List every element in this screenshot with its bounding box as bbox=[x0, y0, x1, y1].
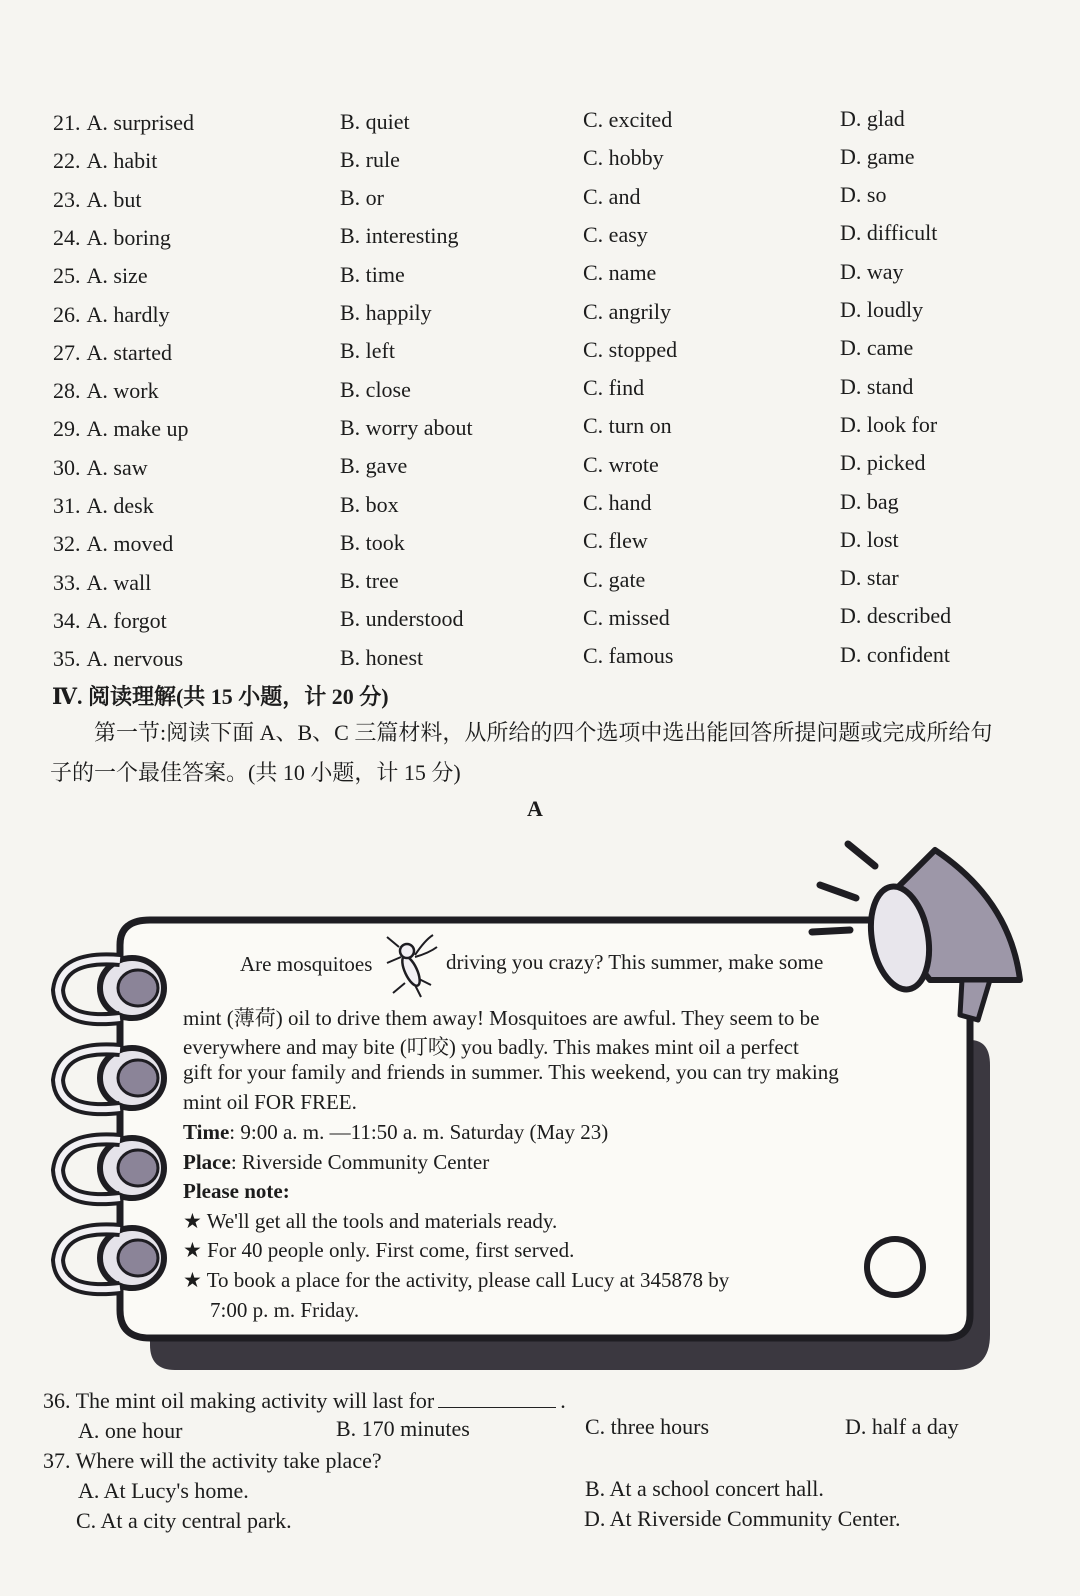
question-number: 26. bbox=[53, 301, 81, 327]
option-c[interactable]: C. and bbox=[583, 183, 641, 209]
passage-label: A bbox=[527, 796, 543, 821]
question-number: 32. bbox=[53, 531, 81, 557]
notice-line1-part2: driving you crazy? This summer, make some bbox=[446, 950, 824, 974]
option-d[interactable]: D. confident bbox=[840, 641, 950, 667]
question-number: 25. bbox=[53, 263, 81, 289]
q37-option-c[interactable]: C. At a city central park. bbox=[76, 1508, 292, 1533]
question-number: 23. bbox=[53, 186, 81, 212]
option-b[interactable]: B. took bbox=[340, 529, 405, 555]
option-a[interactable]: A. saw bbox=[86, 454, 148, 480]
option-b[interactable]: B. rule bbox=[340, 146, 400, 172]
notice-line4: gift for your family and friends in summer. This weekend, you can try making bbox=[183, 1060, 839, 1084]
option-c[interactable]: C. gate bbox=[583, 566, 646, 592]
option-d[interactable]: D. difficult bbox=[840, 220, 938, 246]
q36-option-a[interactable]: A. one hour bbox=[78, 1418, 183, 1443]
option-b[interactable]: B. close bbox=[340, 376, 411, 402]
option-d[interactable]: D. glad bbox=[840, 105, 905, 131]
note-item-3: ★ To book a place for the activity, please call Lucy at 345878 by bbox=[183, 1268, 730, 1292]
option-b[interactable]: B. left bbox=[340, 338, 395, 364]
notice-board bbox=[0, 830, 1080, 1390]
option-c[interactable]: C. stopped bbox=[583, 336, 678, 362]
note-label: Please note: bbox=[183, 1179, 290, 1203]
option-a[interactable]: A. habit bbox=[86, 148, 158, 174]
option-b[interactable]: B. box bbox=[340, 491, 399, 517]
option-a[interactable]: A. work bbox=[86, 378, 159, 404]
option-c[interactable]: C. easy bbox=[583, 221, 648, 247]
question-row bbox=[53, 225, 171, 251]
option-d[interactable]: D. picked bbox=[840, 450, 926, 476]
option-d[interactable]: D. star bbox=[840, 565, 899, 591]
q36-stem-text: 36. The mint oil making activity will last for bbox=[43, 1388, 435, 1413]
time-label: Time bbox=[183, 1120, 230, 1144]
question-row bbox=[53, 646, 183, 672]
option-d[interactable]: D. stand bbox=[840, 373, 914, 399]
section-instruction-line2: 子的一个最佳答案。(共 10 小题，计 15 分) bbox=[50, 760, 461, 785]
option-a[interactable]: A. moved bbox=[86, 531, 174, 557]
option-b[interactable]: B. worry about bbox=[340, 414, 473, 440]
option-b[interactable]: B. interesting bbox=[340, 223, 459, 249]
option-b[interactable]: B. quiet bbox=[340, 108, 410, 134]
option-c[interactable]: C. name bbox=[583, 260, 657, 286]
question-number: 31. bbox=[53, 493, 81, 518]
section-instruction-line1: 第一节:阅读下面 A、B、C 三篇材料，从所给的四个选项中选出能回答所提问题或完成所给句 bbox=[94, 720, 993, 745]
option-c[interactable]: C. turn on bbox=[583, 413, 672, 439]
question-number: 21. bbox=[53, 110, 81, 135]
notice-line3: everywhere and may bite (叮咬) you badly. This makes mint oil a perfect bbox=[183, 1035, 799, 1059]
q36-option-d[interactable]: D. half a day bbox=[845, 1414, 959, 1439]
option-d[interactable]: D. loudly bbox=[840, 297, 924, 322]
option-a[interactable]: A. surprised bbox=[86, 110, 195, 135]
option-b[interactable]: B. understood bbox=[340, 606, 464, 632]
option-d[interactable]: D. lost bbox=[840, 526, 899, 552]
option-d[interactable]: D. game bbox=[840, 143, 915, 169]
question-number: 28. bbox=[53, 378, 81, 404]
notice-time bbox=[183, 1120, 608, 1145]
option-a[interactable]: A. size bbox=[86, 263, 148, 289]
question-number: 24. bbox=[53, 224, 81, 250]
section-title: Ⅳ. 阅读理解(共 15 小题，计 20 分) bbox=[52, 684, 389, 709]
option-d[interactable]: D. bag bbox=[840, 488, 899, 514]
option-d[interactable]: D. came bbox=[840, 335, 914, 361]
option-d[interactable]: D. way bbox=[840, 258, 904, 284]
notice-line1-part1: Are mosquitoes bbox=[240, 952, 373, 976]
option-a[interactable]: A. forgot bbox=[86, 607, 167, 633]
question-row bbox=[53, 187, 142, 213]
q36-stem-end: . bbox=[560, 1388, 566, 1413]
notice-place bbox=[183, 1150, 489, 1175]
note-item-2: ★ For 40 people only. First come, first served. bbox=[183, 1238, 575, 1262]
question-row bbox=[53, 263, 148, 289]
question-row bbox=[53, 340, 172, 366]
q37-option-a[interactable]: A. At Lucy's home. bbox=[78, 1478, 249, 1503]
question-row bbox=[53, 493, 154, 519]
question-number: 22. bbox=[53, 148, 81, 174]
q36-answer-blank[interactable] bbox=[438, 1389, 556, 1408]
question-number: 27. bbox=[53, 339, 81, 365]
option-b[interactable]: B. tree bbox=[340, 568, 399, 594]
option-c[interactable]: C. angrily bbox=[583, 298, 671, 324]
q37-option-d[interactable]: D. At Riverside Community Center. bbox=[584, 1506, 901, 1531]
option-b[interactable]: B. honest bbox=[340, 644, 424, 670]
question-number: 33. bbox=[53, 569, 81, 595]
place-label: Place bbox=[183, 1150, 231, 1174]
q36-option-b[interactable]: B. 170 minutes bbox=[336, 1416, 470, 1441]
option-c[interactable]: C. excited bbox=[583, 107, 673, 132]
option-b[interactable]: B. or bbox=[340, 185, 384, 211]
option-c[interactable]: C. wrote bbox=[583, 451, 659, 477]
question-row bbox=[53, 148, 157, 174]
question-row bbox=[53, 302, 170, 328]
time-value: : 9:00 a. m. —11:50 a. m. Saturday (May 23) bbox=[229, 1120, 609, 1144]
question-number: 29. bbox=[53, 416, 81, 442]
place-value: : Riverside Community Center bbox=[230, 1150, 490, 1174]
notice-line2: mint (薄荷) oil to drive them away! Mosquitoes are awful. They seem to be bbox=[183, 1006, 820, 1030]
option-b[interactable]: B. gave bbox=[340, 453, 408, 479]
option-c[interactable]: C. flew bbox=[583, 528, 648, 554]
question-row bbox=[53, 378, 159, 404]
question-row bbox=[53, 608, 167, 634]
q36-stem bbox=[43, 1388, 566, 1414]
option-a[interactable]: A. make up bbox=[86, 416, 189, 442]
note-item-1: ★ We'll get all the tools and materials ready. bbox=[183, 1209, 558, 1233]
option-b[interactable]: B. happily bbox=[340, 300, 432, 325]
option-c[interactable]: C. find bbox=[583, 375, 645, 401]
option-c[interactable]: C. missed bbox=[583, 604, 670, 630]
option-c[interactable]: C. hand bbox=[583, 490, 652, 515]
option-c[interactable]: C. hobby bbox=[583, 145, 664, 171]
question-number: 35. bbox=[53, 646, 81, 672]
option-b[interactable]: B. time bbox=[340, 261, 405, 287]
question-row bbox=[53, 531, 173, 557]
note-item-3-cont: 7:00 p. m. Friday. bbox=[210, 1298, 360, 1322]
q37-stem: 37. Where will the activity take place? bbox=[43, 1448, 382, 1473]
question-row bbox=[53, 455, 148, 481]
option-a[interactable]: A. nervous bbox=[86, 646, 184, 672]
option-a[interactable]: A. started bbox=[86, 339, 173, 365]
question-row bbox=[53, 110, 194, 136]
option-a[interactable]: A. wall bbox=[86, 569, 152, 595]
question-row bbox=[53, 570, 151, 596]
q36-option-c[interactable]: C. three hours bbox=[585, 1414, 710, 1439]
option-d[interactable]: D. described bbox=[840, 603, 952, 629]
question-number: 30. bbox=[53, 454, 81, 480]
option-c[interactable]: C. famous bbox=[583, 643, 674, 669]
option-a[interactable]: A. hardly bbox=[86, 301, 170, 327]
option-a[interactable]: A. boring bbox=[86, 224, 171, 250]
q37-option-b[interactable]: B. At a school concert hall. bbox=[585, 1476, 824, 1501]
notice-line5: mint oil FOR FREE. bbox=[183, 1090, 357, 1114]
option-a[interactable]: A. but bbox=[86, 186, 142, 212]
question-number: 34. bbox=[53, 607, 81, 633]
option-a[interactable]: A. desk bbox=[86, 493, 154, 518]
option-d[interactable]: D. so bbox=[840, 182, 887, 208]
option-d[interactable]: D. look for bbox=[840, 411, 938, 437]
question-row bbox=[53, 416, 189, 442]
